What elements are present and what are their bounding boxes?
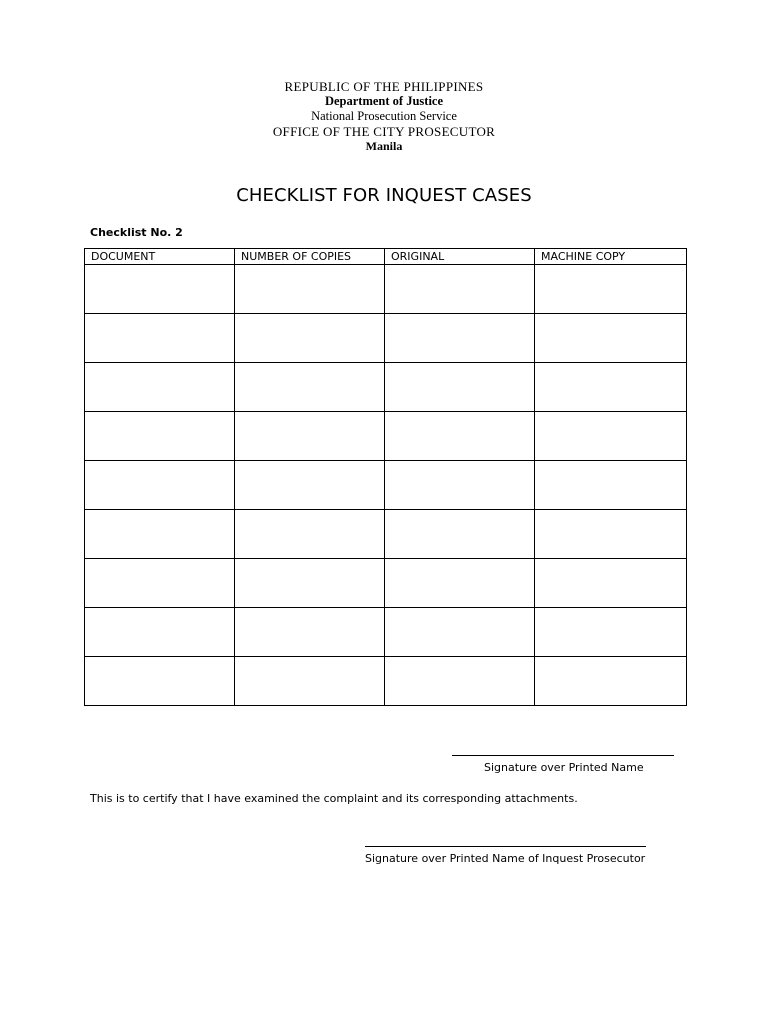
table-cell <box>385 657 535 706</box>
certification-text: This is to certify that I have examined the complaint and its corresponding attachments. <box>90 792 578 805</box>
table-cell <box>85 510 235 559</box>
table-cell <box>535 608 687 657</box>
column-header-original: ORIGINAL <box>385 249 535 265</box>
header-service: National Prosecution Service <box>311 109 457 123</box>
table-cell <box>85 657 235 706</box>
table-cell <box>85 363 235 412</box>
table-cell <box>535 265 687 314</box>
table-cell <box>235 559 385 608</box>
table-cell <box>235 657 385 706</box>
table-cell <box>385 461 535 510</box>
table-cell <box>85 559 235 608</box>
prosecutor-signature-label: Signature over Printed Name of Inquest Prosecutor <box>365 852 646 865</box>
table-cell <box>235 510 385 559</box>
table-cell <box>385 265 535 314</box>
prosecutor-signature-line <box>365 846 646 847</box>
table-cell <box>235 314 385 363</box>
document-header <box>0 79 768 154</box>
table-cell <box>85 608 235 657</box>
table-cell <box>235 412 385 461</box>
table-row <box>85 265 687 314</box>
table-row <box>85 608 687 657</box>
table-header-row <box>85 249 687 265</box>
checklist-number: Checklist No. 2 <box>90 226 183 239</box>
signature-line <box>452 755 674 756</box>
table-cell <box>235 608 385 657</box>
table-cell <box>85 412 235 461</box>
table-cell <box>235 461 385 510</box>
table-cell <box>535 314 687 363</box>
column-header-machine-copy: MACHINE COPY <box>535 249 687 265</box>
table-row <box>85 510 687 559</box>
table-cell <box>535 510 687 559</box>
table-row <box>85 363 687 412</box>
table-cell <box>235 265 385 314</box>
header-department: Department of Justice <box>324 94 444 108</box>
table-row <box>85 314 687 363</box>
table-cell <box>535 461 687 510</box>
signature-label: Signature over Printed Name <box>484 761 644 774</box>
table-row <box>85 657 687 706</box>
table-cell <box>535 363 687 412</box>
table-row <box>85 412 687 461</box>
checklist-table <box>84 248 687 706</box>
header-office: OFFICE OF THE CITY PROSECUTOR <box>272 124 496 139</box>
table-cell <box>535 559 687 608</box>
table-cell <box>85 461 235 510</box>
table-cell <box>385 608 535 657</box>
table-cell <box>85 265 235 314</box>
table-cell <box>385 559 535 608</box>
table-row <box>85 559 687 608</box>
table-body <box>85 265 687 706</box>
table-cell <box>385 314 535 363</box>
table-cell <box>85 314 235 363</box>
header-republic: REPUBLIC OF THE PHILIPPINES <box>284 79 484 94</box>
table-cell <box>385 363 535 412</box>
page-title: CHECKLIST FOR INQUEST CASES <box>236 185 532 206</box>
table-cell <box>535 412 687 461</box>
column-header-document: DOCUMENT <box>85 249 235 265</box>
table-cell <box>235 363 385 412</box>
header-city: Manila <box>365 139 403 153</box>
table-cell <box>535 657 687 706</box>
table-row <box>85 461 687 510</box>
table-cell <box>385 510 535 559</box>
table-cell <box>385 412 535 461</box>
column-header-number-of-copies: NUMBER OF COPIES <box>235 249 385 265</box>
